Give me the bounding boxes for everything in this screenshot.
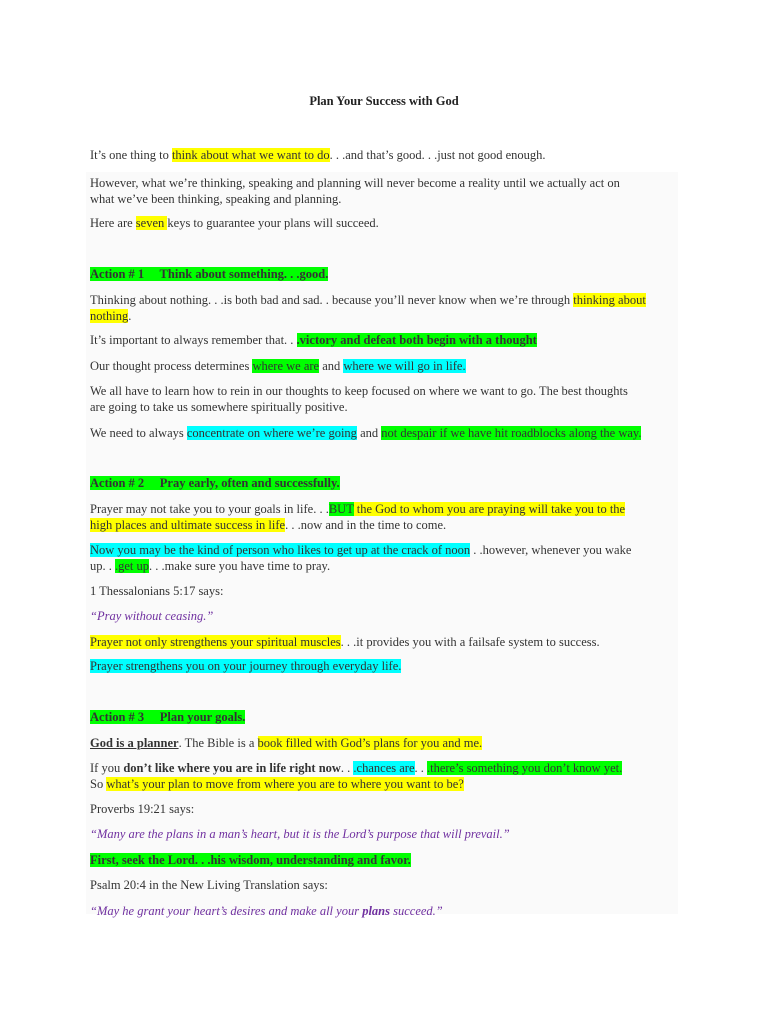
intro-line-4: Here are seven keys to guarantee your plans will succeed. [90, 216, 379, 230]
action-2-para-1-line-1: Prayer may not take you to your goals in life. . .BUT the God to whom you are praying will take you to the [90, 502, 626, 516]
scripture-quote: “Many are the plans in a man’s heart, but it is the Lord’s purpose that will prevail.” [90, 827, 510, 841]
scripture-reference: Psalm 20:4 in the New Living Translation says: [90, 878, 328, 892]
intro-line-2: However, what we’re thinking, speaking and planning will never become a reality until we actually act on [90, 176, 620, 190]
action-3-para-3: First, seek the Lord. . .his wisdom, understanding and favor. [90, 853, 411, 867]
action-2-para-3: Prayer not only strengthens your spiritual muscles. . .it provides you with a failsafe system to success. [90, 635, 600, 649]
action-3-para-2-line-2: So what’s your plan to move from where you are to where you want to be? [90, 777, 464, 791]
action-1-para-5: We need to always concentrate on where we’re going and not despair if we have hit roadblocks along the way. [90, 426, 642, 440]
page-title: Plan Your Success with God [309, 94, 459, 108]
action-1-para-1-line-2: nothing. [90, 309, 132, 323]
action-1-para-3: Our thought process determines where we are and where we will go in life. [90, 359, 466, 373]
scripture-reference: Proverbs 19:21 says: [90, 802, 195, 816]
action-1-para-2: It’s important to always remember that. . .victory and defeat both begin with a thought [90, 333, 537, 347]
action-2-para-1-line-2: high places and ultimate success in life. . .now and in the time to come. [90, 518, 447, 532]
action-3-para-1: God is a planner. The Bible is a book filled with God’s plans for you and me. [90, 736, 483, 750]
action-1-para-4-line-1: We all have to learn how to rein in our thoughts to keep focused on where we want to go. The best thoughts [90, 384, 628, 398]
intro-line-1: It’s one thing to think about what we want to do. . .and that’s good. . .just not good enough. [90, 148, 546, 162]
action-3-para-2-line-1: If you don’t like where you are in life right now. . .chances are. . .there’s something you don’t know yet. [90, 761, 623, 775]
scripture-quote: “Pray without ceasing.” [90, 609, 214, 623]
action-2-heading: Action # 2 Pray early, often and successfully. [90, 476, 340, 490]
action-2-para-2-line-1: Now you may be the kind of person who likes to get up at the crack of noon . .however, whenever you wake [90, 543, 632, 557]
action-1-heading: Action # 1 Think about something. . .good. [90, 267, 329, 281]
intro-line-3: what we’ve been thinking, speaking and planning. [90, 192, 342, 206]
action-3-heading: Action # 3 Plan your goals. [90, 710, 246, 724]
action-1-para-4-line-2: are going to take us somewhere spiritually positive. [90, 400, 348, 414]
action-1-para-1-line-1: Thinking about nothing. . .is both bad and sad. . because you’ll never know when we’re through thinking about [90, 293, 646, 307]
action-2-para-4: Prayer strengthens you on your journey through everyday life. [90, 659, 402, 673]
scripture-quote: “May he grant your heart’s desires and make all your plans succeed.” [90, 904, 443, 918]
scripture-reference: 1 Thessalonians 5:17 says: [90, 584, 224, 598]
action-2-para-2-line-2: up. . .get up. . .make sure you have time to pray. [90, 559, 331, 573]
